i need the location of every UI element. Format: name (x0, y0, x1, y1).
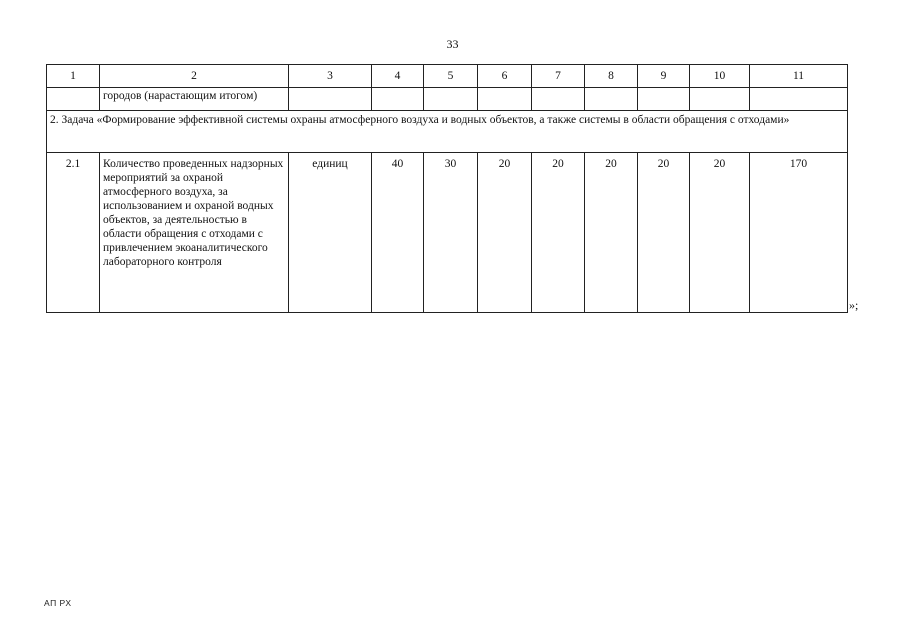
column-number-cell: 2 (100, 65, 289, 88)
column-number-cell: 6 (478, 65, 532, 88)
table-row (47, 153, 848, 313)
table-cell (532, 88, 585, 111)
column-number-cell: 3 (289, 65, 372, 88)
table-cell (750, 88, 848, 111)
unit-cell: единиц (289, 153, 372, 313)
table-cell (478, 88, 532, 111)
column-number-cell: 1 (47, 65, 100, 88)
total-cell: 170 (750, 153, 848, 313)
table-cell (585, 88, 638, 111)
column-number-cell: 11 (750, 65, 848, 88)
footer-code: АП РХ (44, 598, 72, 608)
table-cell: городов (нарастающим итогом) (100, 88, 289, 111)
table-cell (47, 88, 100, 111)
value-cell: 20 (532, 153, 585, 313)
page-number: 33 (446, 37, 459, 51)
table-cell (690, 88, 750, 111)
value-cell: 30 (424, 153, 478, 313)
value-cell: 20 (585, 153, 638, 313)
column-number-cell: 9 (638, 65, 690, 88)
column-number-cell: 10 (690, 65, 750, 88)
section-title: 2. Задача «Формирование эффективной системы охраны атмосферного воздуха и водных объектов, а также системы в области обращения с отходами» (47, 111, 848, 153)
section-heading-row (47, 111, 848, 153)
row-number-cell: 2.1 (47, 153, 100, 313)
indicator-name-cell: Количество проведенных надзорных мероприятий за охраной атмосферного воздуха, за использованием и охраной водных объектов, за деятельностью в области обращения с отходами с привлечением экоаналитического лабораторного контроля (100, 153, 289, 313)
indicators-table (46, 64, 848, 313)
value-cell: 20 (638, 153, 690, 313)
column-number-header-row (47, 65, 848, 88)
table-cell (424, 88, 478, 111)
table-cell (638, 88, 690, 111)
column-number-cell: 8 (585, 65, 638, 88)
value-cell: 40 (372, 153, 424, 313)
table-cell (289, 88, 372, 111)
closing-quote-mark: »; (849, 298, 859, 312)
column-number-cell: 7 (532, 65, 585, 88)
continuation-row (47, 88, 848, 111)
value-cell: 20 (478, 153, 532, 313)
column-number-cell: 4 (372, 65, 424, 88)
column-number-cell: 5 (424, 65, 478, 88)
value-cell: 20 (690, 153, 750, 313)
table-cell (372, 88, 424, 111)
